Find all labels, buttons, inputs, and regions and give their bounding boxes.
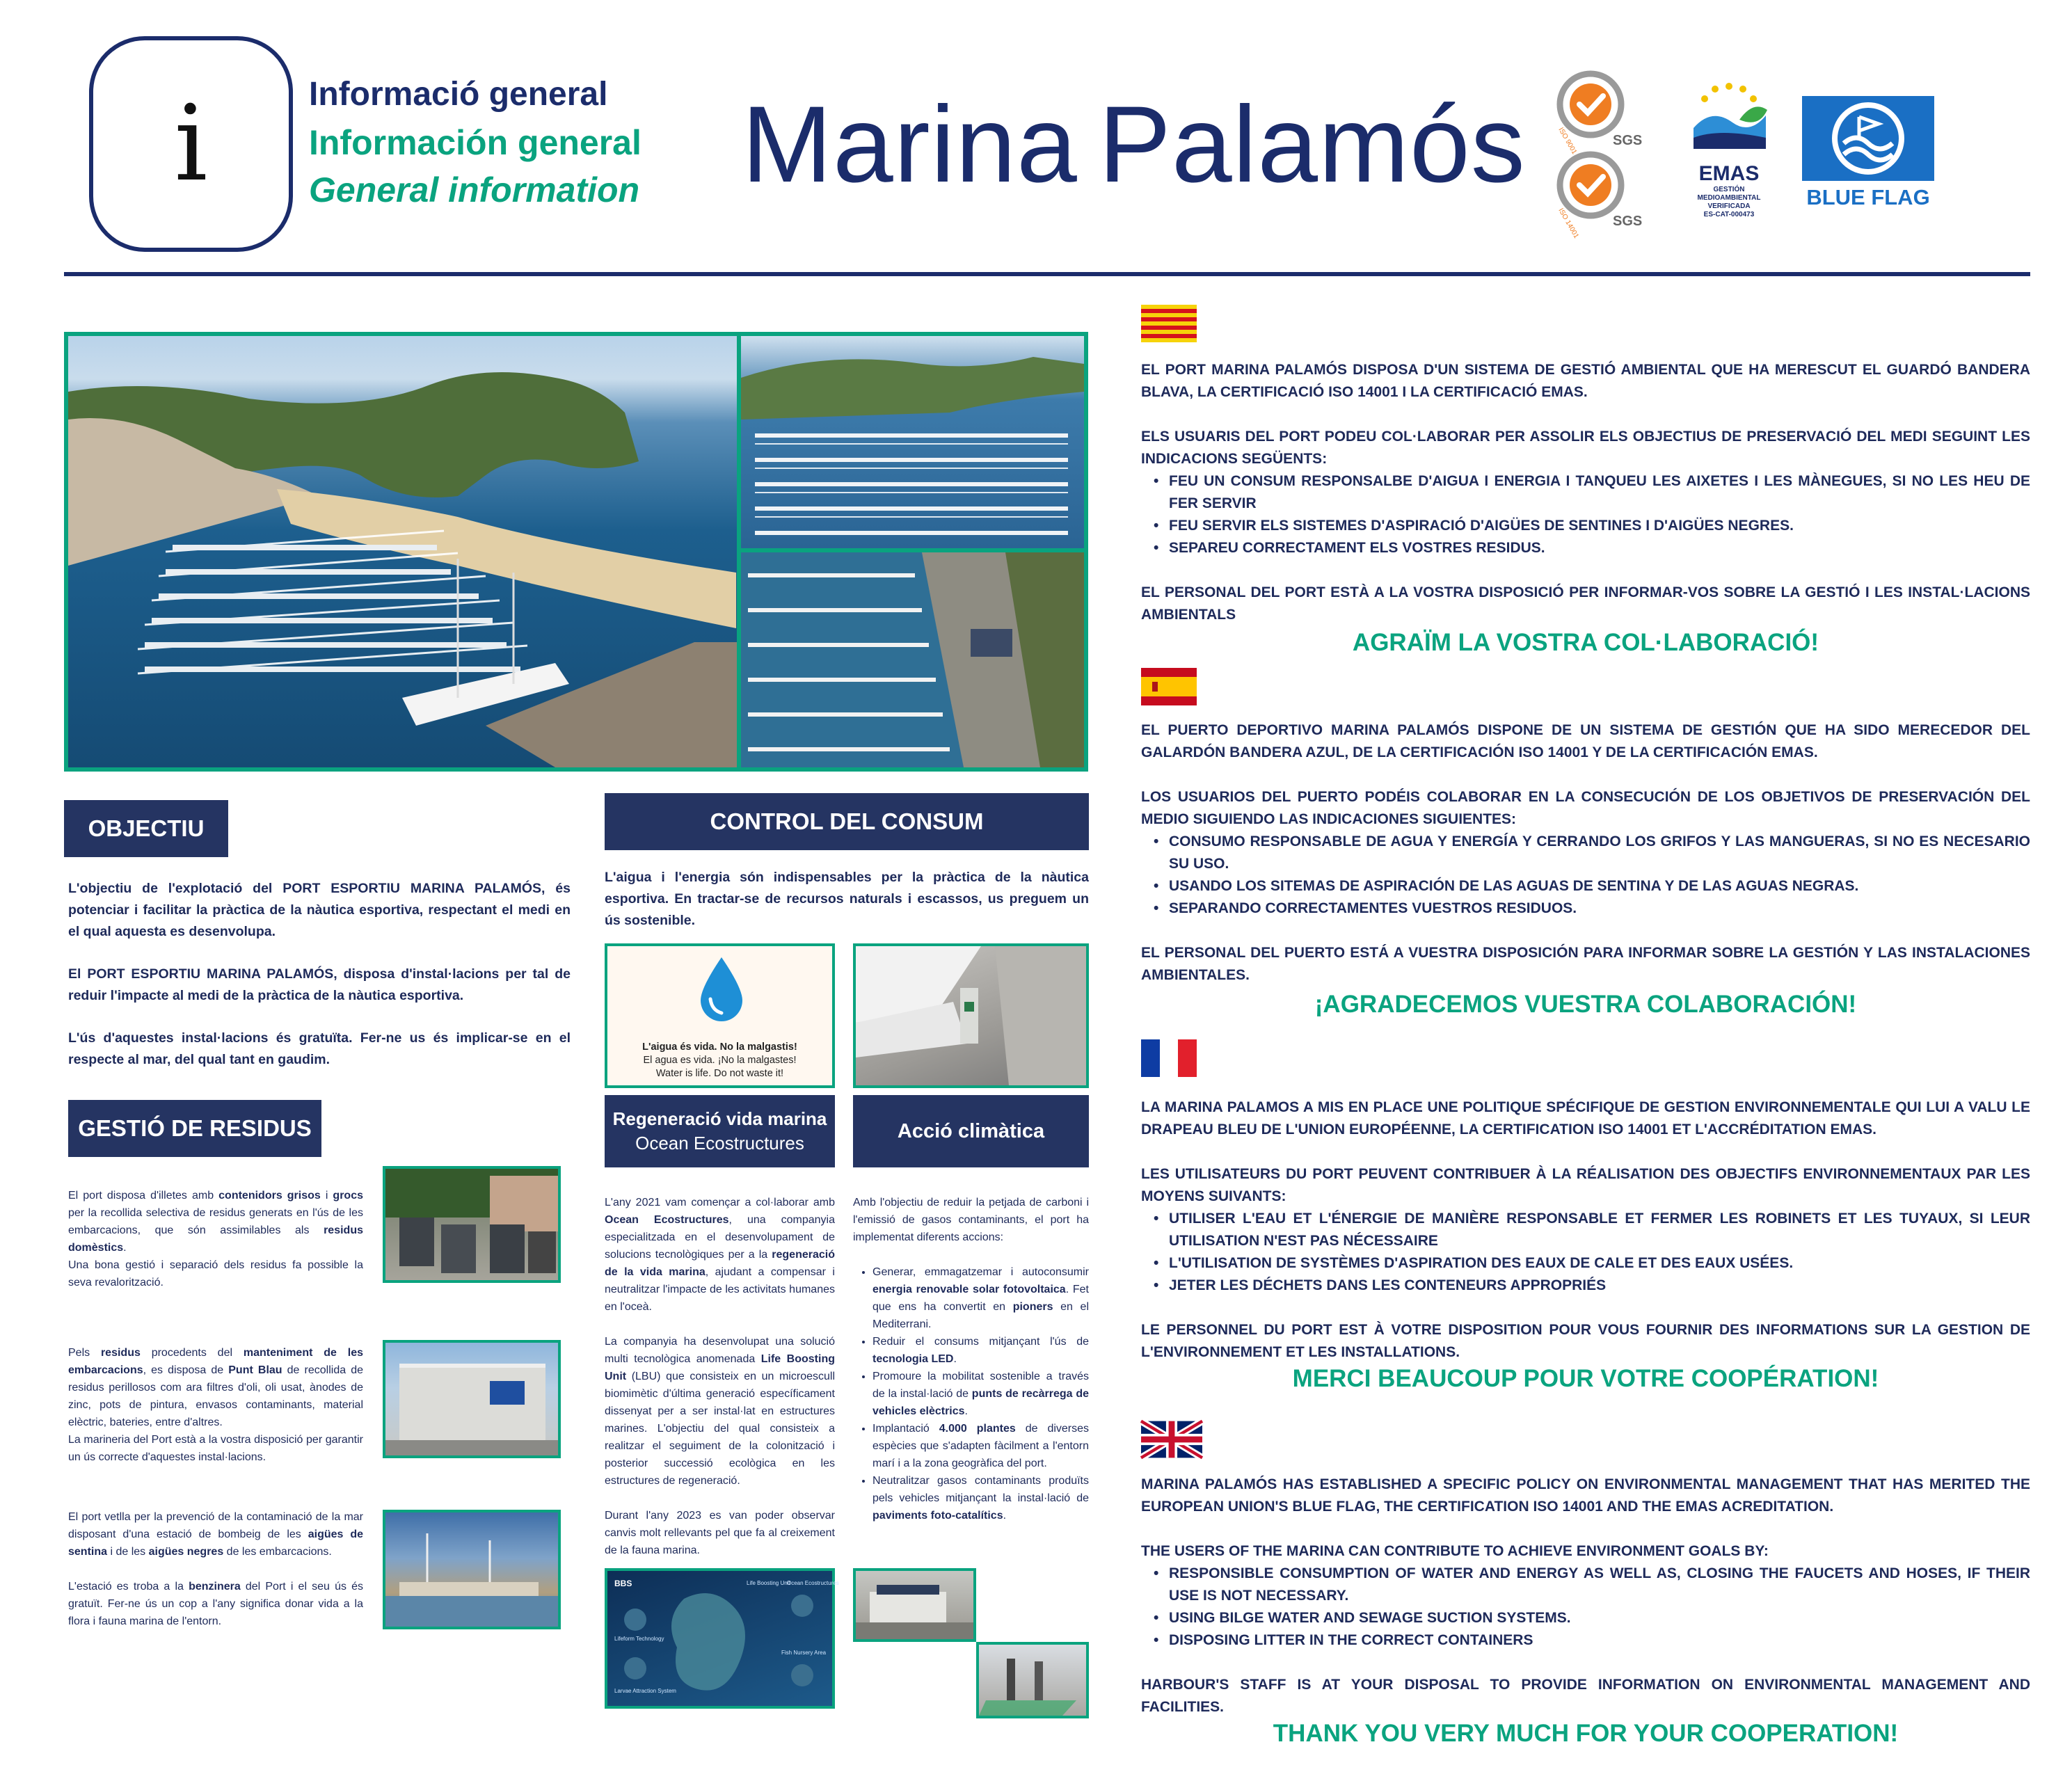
accio-intro: Amb l'objectiu de reduir la petjada de carboni i l'emissió de gasos contaminants, el port ha implementat diferents accions: — [853, 1197, 1089, 1243]
french-paragraph-2: LES UTILISATEURS DU PORT PEUVENT CONTRIBUER À LA RÉALISATION DES OBJECTIFS ENVIRONNEMENTAUX PAR LES MOYENS SUIVANTS: — [1141, 1166, 2030, 1204]
brand-word-marina: Marina — [742, 84, 1078, 205]
punt-blau-photo — [383, 1340, 561, 1458]
catalan-thanks: AGRAÏM LA VOSTRA COL·LABORACIÓ! — [1352, 629, 1819, 656]
accio-item-5: • Neutralitzar gasos contaminants produïts pels vehicles mitjançant la instal·lació de paviments foto-catalítics. — [872, 1472, 1089, 1524]
french-paragraph-3: LE PERSONNEL DU PORT EST À VOTRE DISPOSITION POUR VOUS FOURNIR DES INFORMATIONS SUR LA GESTION DE L'ENVIRONNEMENT ET LES INSTALLATIONS. — [1141, 1322, 2030, 1360]
spanish-item-1: • CONSUMO RESPONSABLE DE AGUA Y ENERGÍA Y CERRANDO LOS GRIFOS Y LAS MANGUERAS, SI NO ES NECESARIO SU USO. — [1169, 831, 2030, 875]
catalan-paragraph-1: EL PORT MARINA PALAMÓS DISPOSA D'UN SISTEMA DE GESTIÓ AMBIENTAL QUE HA MERESCUT EL GUARDÓ BANDERA BLAVA, LA CERTIFICACIÓ ISO 14001 I LA CERTIFICACIÓ EMAS. — [1141, 362, 2030, 400]
english-paragraph-2: THE USERS OF THE MARINA CAN CONTRIBUTE TO ACHIEVE ENVIRONMENT GOALS BY: — [1141, 1543, 1769, 1559]
residus-text-2: Pels residus procedents del manteniment de les embarcacions, es disposa de Punt Blau de recollida de residus perillosos com ara filtres d'oli, oli usat, ànodes de zinc, pots de pintura, envasos contaminants, material elèctric, bateries, entre d'altres. La marineria del Port està a la vostra disposició per garantir un ús correcte d'aquestes instal·lacions. — [68, 1347, 363, 1463]
svg-text:Fish Nursery Area: Fish Nursery Area — [781, 1650, 827, 1656]
catalan-paragraph-3: EL PERSONAL DEL PORT ESTÀ A LA VOSTRA DISPOSICIÓ PER INFORMAR-VOS SOBRE LA GESTIÓ I LES INSTAL·LACIONS AMBIENTALS — [1141, 584, 2030, 623]
aerial-photo-main — [68, 336, 737, 767]
section-objectiu-heading: OBJECTIU — [64, 800, 228, 857]
emas-sub-1: GESTIÓN — [1713, 186, 1745, 193]
section-consum-heading: CONTROL DEL CONSUM — [605, 793, 1089, 850]
catalan-flag-icon — [1141, 305, 1197, 342]
lbu-diagram — [605, 1568, 839, 1709]
marina-photo-collage — [64, 332, 1088, 772]
spanish-flag-icon — [1141, 668, 1197, 705]
english-item-2: • USING BILGE WATER AND SEWAGE SUCTION SYSTEMS. — [1169, 1607, 2030, 1629]
spanish-list — [1169, 831, 2030, 920]
french-thanks: MERCI BEAUCOUP POUR VOTRE COOPÉRATION! — [1292, 1365, 1879, 1392]
french-section — [1141, 1096, 2030, 1390]
french-paragraph-1: LA MARINA PALAMOS A MIS EN PLACE UNE POLITIQUE SPÉCIFIQUE DE GESTION ENVIRONNEMENTALE QUI LUI A VALU LE DRAPEAU BLEU DE L'UNION EUROPÉENNE, LA CERTIFICATION ISO 14001 ET L'ACCRÉDITATION EMAS. — [1141, 1099, 2030, 1138]
title-english: General information — [309, 170, 640, 209]
blue-flag-logo — [1802, 96, 1934, 214]
catalan-item-1: • FEU UN CONSUM RESPONSALBE D'AIGUA I ENERGIA I TANQUEU LES AIXETES I LES MÀNEGUES, SI NO LES HEU DE FER SERVIR — [1169, 470, 2030, 515]
emas-emblem-icon — [1684, 79, 1774, 156]
consum-intro: L'aigua i l'energia són indispensables per la pràctica de la nàutica esportiva. En tractar-se de recursos naturals i escassos, us preguem un ús sostenible. — [605, 870, 1089, 928]
water-card-line-2: El agua es vida. ¡No la malgastes! — [643, 1055, 797, 1066]
spanish-section — [1141, 719, 2030, 1016]
french-item-1: • UTILISER L'EAU ET L'ÉNERGIE DE MANIÈRE RESPONSABLE ET FERMER LES ROBINETS ET LES TUYAUX, SI LEUR UTILISATION N'EST PAS NÉCESSAIRE — [1169, 1208, 2030, 1252]
residus-text-3: El port vetlla per la prevenció de la contaminació de la mar disposant d'una estació de bombeig de les aigües de sentina i de les aigües negres de les embarcacions. L'estació es troba a la benzinera del Port i el seu ús és gratuït. Fer-ne ús un cop a l'any significa donar vida a la flora i fauna marina de l'entorn. — [68, 1511, 364, 1627]
spanish-paragraph-1: EL PUERTO DEPORTIVO MARINA PALAMÓS DISPONE DE UN SISTEMA DE GESTIÓN QUE HA SIDO MERECEDOR DEL GALARDÓN BANDERA AZUL, DE LA CERTIFICACIÓN ISO 14001 Y DE LA CERTIFICACIÓN EMAS. — [1141, 722, 2030, 760]
objectiu-paragraph-1: L'objectiu de l'explotació del PORT ESPORTIU MARINA PALAMÓS, és potenciar i facilitar la pràctica de la nàutica esportiva, respectant el medi en el qual aquesta es desenvolupa. — [68, 881, 571, 939]
emas-sub-3: VERIFICADA — [1707, 202, 1751, 210]
accio-item-3: • Promoure la mobilitat sostenible a través de la instal·lació de punts de recàrrega de vehicles elèctrics. — [872, 1368, 1089, 1420]
english-item-3: • DISPOSING LITTER IN THE CORRECT CONTAINERS — [1169, 1629, 2030, 1652]
svg-text:BBS: BBS — [614, 1579, 632, 1588]
regen-heading-box — [605, 1095, 835, 1167]
title-spanish: Información general — [309, 123, 641, 162]
regen-subheading: Ocean Ecostructures — [635, 1133, 804, 1154]
catalan-item-2: • FEU SERVIR ELS SISTEMES D'ASPIRACIÓ D'AIGÜES DE SENTINES I D'AIGÜES NEGRES. — [1169, 515, 2030, 537]
sgs-iso9001-logo — [1549, 67, 1643, 156]
spanish-paragraph-2: LOS USUARIOS DEL PUERTO PODÉIS COLABORAR EN LA CONSECUCIÓN DE LOS OBJETIVOS DE PRESERVACIÓN DEL MEDIO SIGUIENDO LAS INDICACIONES SIGUIENTES: — [1141, 789, 2030, 827]
title-catalan: Informació general — [309, 76, 608, 113]
english-paragraph-3: HARBOUR'S STAFF IS AT YOUR DISPOSAL TO PROVIDE INFORMATION ON ENVIRONMENTAL MANAGEMENT AND FACILITIES. — [1141, 1677, 2030, 1715]
objectiu-paragraph-3: L'ús d'aquestes instal·lacions és gratuïta. Fer-ne us és implicar-se en el respecte al mar, del qual tant en gaudim. — [68, 1030, 571, 1067]
english-section — [1141, 1474, 2030, 1745]
french-flag-icon — [1141, 1039, 1197, 1077]
blue-flag-label: BLUE FLAG — [1806, 185, 1930, 209]
uk-flag-icon — [1141, 1421, 1202, 1458]
french-list — [1169, 1208, 2030, 1297]
fuel-station-photo — [383, 1510, 561, 1629]
solar-building-photo — [853, 1568, 976, 1642]
brand-word-palamos: Palamós — [1098, 84, 1526, 205]
catalan-paragraph-2: ELS USUARIS DEL PORT PODEU COL·LABORAR PER ASSOLIR ELS OBJECTIUS DE PRESERVACIÓ DEL MEDI SEGUINT LES INDICACIONS SEGÜENTS: — [1141, 429, 2030, 467]
english-paragraph-1: MARINA PALAMÓS HAS ESTABLISHED A SPECIFIC POLICY ON ENVIRONMENTAL MANAGEMENT THAT HAS MERITED THE EUROPEAN UNION'S BLUE FLAG, THE CERTIFICATION ISO 14001 AND THE EMAS ACREDITATION. — [1141, 1476, 2030, 1515]
svg-text:Life Boosting Unit: Life Boosting Unit — [747, 1580, 790, 1586]
emas-title: EMAS — [1698, 162, 1760, 185]
svg-text:Lifeform Technology: Lifeform Technology — [614, 1636, 664, 1642]
svg-text:Ocean Ecostructures: Ocean Ecostructures — [787, 1580, 839, 1586]
aerial-photo-top-right — [741, 336, 1084, 548]
objectiu-text — [68, 878, 571, 1071]
english-thanks: THANK YOU VERY MUCH FOR YOUR COOPERATION! — [1273, 1720, 1899, 1747]
aerial-photo-bottom-right — [741, 552, 1084, 767]
brand-logo — [742, 84, 1526, 205]
french-item-3: • JETER LES DÉCHETS DANS LES CONTENEURS APPROPRIÉS — [1169, 1275, 2030, 1297]
english-list — [1169, 1563, 2030, 1652]
spanish-item-3: • SEPARANDO CORRECTAMENTES VUESTROS RESIDUOS. — [1169, 897, 2030, 920]
svg-text:SGS: SGS — [1613, 214, 1643, 229]
svg-text:ISO 9001: ISO 9001 — [1556, 126, 1579, 156]
section-residus-heading: GESTIÓ DE RESIDUS — [68, 1100, 321, 1157]
accio-heading: Acció climàtica — [853, 1095, 1089, 1167]
containers-photo — [383, 1166, 561, 1283]
french-item-2: • L'UTILISATION DE SYSTÈMES D'ASPIRATION DES EAUX DE CALE ET DES EAUX USÉES. — [1169, 1252, 2030, 1275]
spanish-thanks: ¡AGRADECEMOS VUESTRA COLABORACIÓN! — [1314, 991, 1857, 1018]
svg-text:ISO 14001: ISO 14001 — [1556, 207, 1580, 240]
info-icon: i — [89, 36, 293, 252]
water-card — [605, 943, 835, 1088]
spanish-paragraph-3: EL PERSONAL DEL PUERTO ESTÁ A VUESTRA DISPOSICIÓN PARA INFORMAR SOBRE LA GESTIÓN Y LAS INSTALACIONES AMBIENTALES. — [1141, 945, 2030, 983]
ev-charging-photo — [976, 1642, 1089, 1718]
objectiu-paragraph-2: El PORT ESPORTIU MARINA PALAMÓS, disposa d'instal·lacions per tal de reduir l'impacte al medi de la pràctica de la nàutica esportiva. — [68, 966, 571, 1003]
catalan-list — [1169, 470, 2030, 559]
spanish-item-2: • USANDO LOS SITEMAS DE ASPIRACIÓN DE LAS AGUAS DE SENTINA Y DE LAS AGUAS NEGRAS. — [1169, 875, 2030, 897]
sgs-iso14001-logo — [1549, 147, 1643, 240]
blue-flag-emblem-icon — [1816, 100, 1920, 177]
svg-text:Larvae Attraction System: Larvae Attraction System — [614, 1688, 676, 1694]
accio-text — [853, 1194, 1089, 1524]
accio-item-4: • Implantació 4.000 plantes de diverses espècies que s'adapten fàcilment a l'entorn marí i a la zona geogràfica del port. — [872, 1420, 1089, 1472]
regen-heading: Regeneració vida marina — [612, 1108, 827, 1129]
emas-sub-4: ES-CAT-000473 — [1703, 211, 1755, 218]
accio-item-1: • Generar, emmagatzemar i autoconsumir energia renovable solar fotovoltaica. Fet que ens ha convertit en pioners en el Mediterrani. — [872, 1263, 1089, 1333]
svg-text:SGS: SGS — [1613, 133, 1643, 148]
regen-text: L'any 2021 vam començar a col·laborar amb Ocean Ecostructures, una companyia especialitzada en el desenvolupament de solucions tecnològiques per a la regeneració de la vida marina, ajudant a compensar i neutralitzar l'impacte de les activitats humanes en l'oceà. La companyia ha desenvolupat una solució multi tecnològica anomenada Life Boosting Unit (LBU) que consisteix en un microescull biomimètic d'última generació específicament dissenyat per a ser instal·lat en estructures marines. L'objectiu del qual consisteix a realitzar el seguiment de la colonització i posterior successió ecològica en les estructures de regeneració. Durant l'any 2023 es van poder observar canvis molt rellevants pel que fa al creixement de la fauna marina. — [605, 1197, 835, 1556]
emas-sub-2: MEDIOAMBIENTAL — [1697, 194, 1761, 202]
water-card-line-1: L'aigua és vida. No la malgastis! — [642, 1041, 797, 1053]
water-card-line-3: Water is life. Do not waste it! — [655, 1068, 784, 1079]
catalan-section — [1141, 359, 2030, 654]
header-divider — [64, 272, 2030, 276]
water-drop-icon — [694, 955, 749, 1024]
accio-item-2: • Reduir el consums mitjançant l'ús de tecnologia LED. — [872, 1333, 1089, 1368]
water-tap-photo — [853, 943, 1089, 1088]
accio-list — [872, 1263, 1089, 1524]
catalan-item-3: • SEPAREU CORRECTAMENT ELS VOSTRES RESIDUS. — [1169, 537, 2030, 559]
residus-text-1: El port disposa d'illetes amb contenidors grisos i grocs per la recollida selectiva de residus generats en l'ús de les embarcacions, que són assimilables als residus domèstics. Una bona gestió i separació dels residus fa possible la seva revalorització. — [68, 1190, 363, 1288]
english-item-1: • RESPONSIBLE CONSUMPTION OF WATER AND ENERGY AS WELL AS, CLOSING THE FAUCETS AND HOSES, IF THEIR USE IS NOT NECESSARY. — [1169, 1563, 2030, 1607]
emas-logo — [1684, 79, 1774, 232]
